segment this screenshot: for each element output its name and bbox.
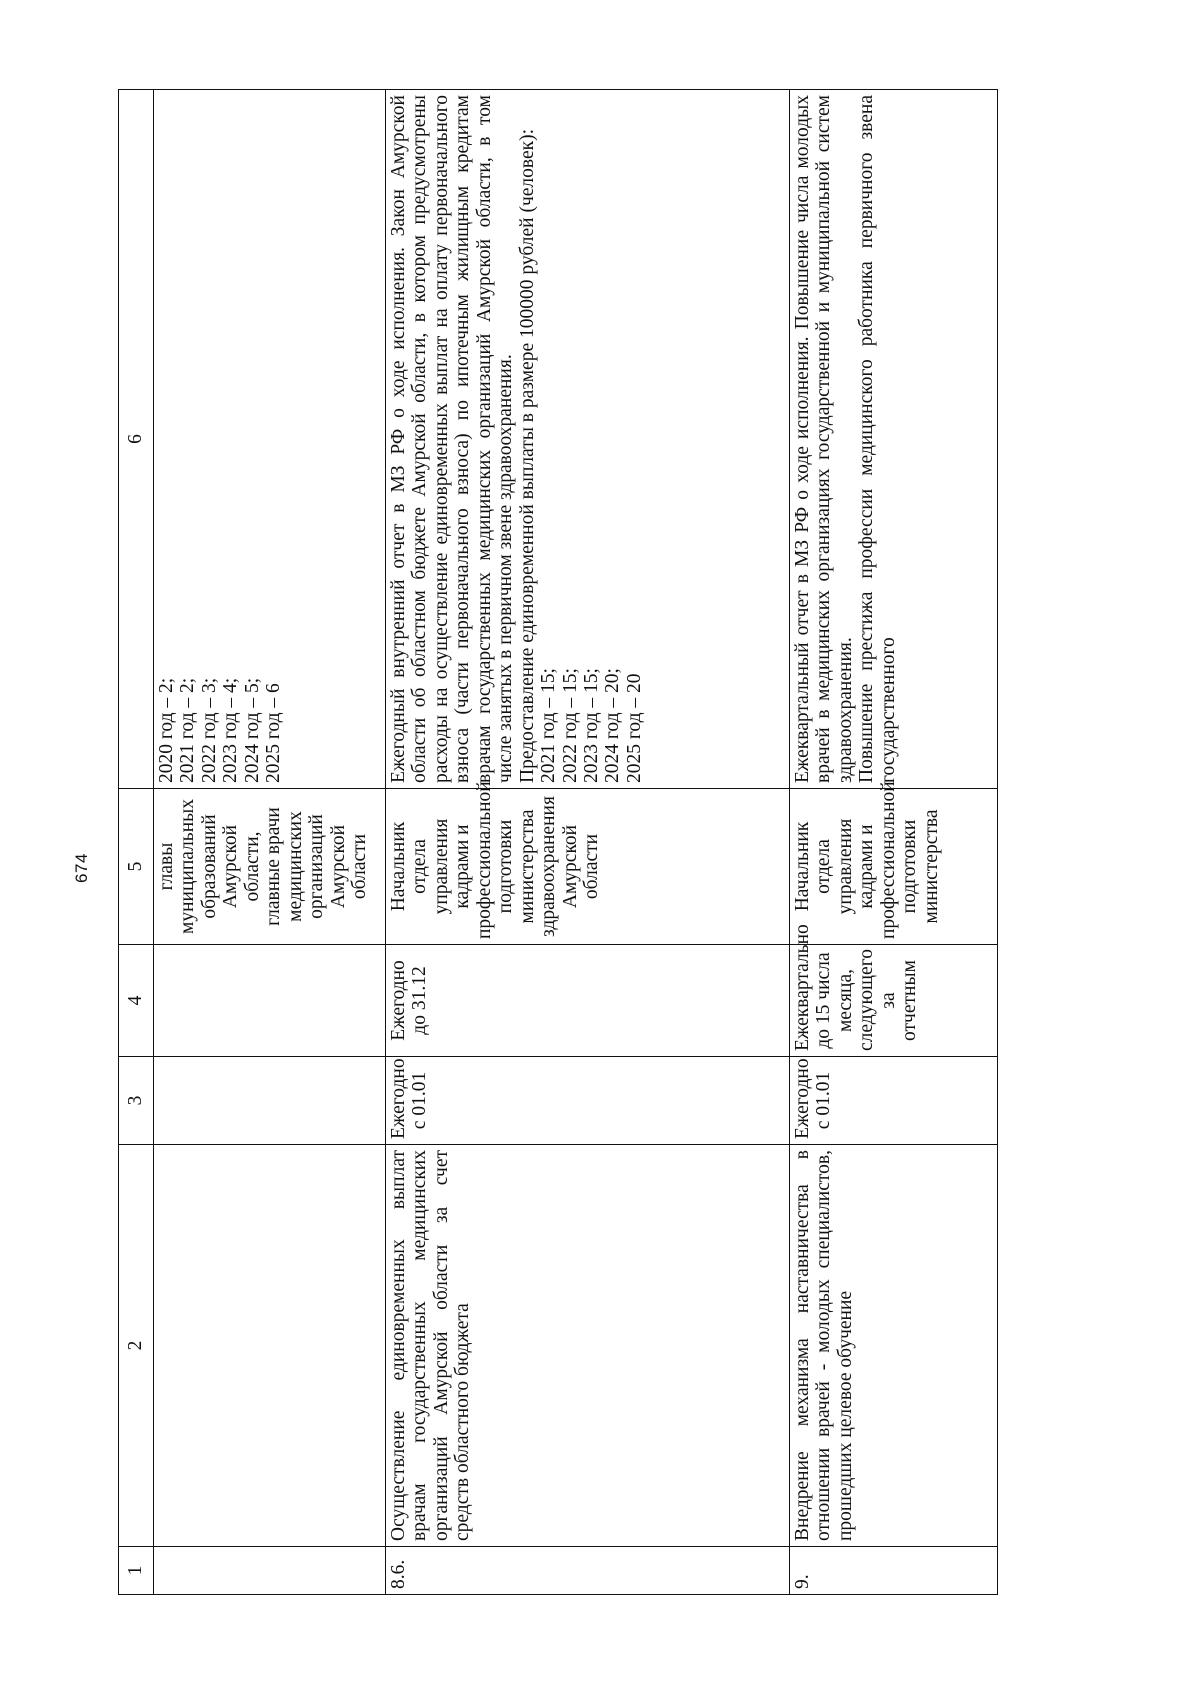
- responsible-line: Амурской области: [559, 824, 602, 909]
- responsible-line: образований: [198, 814, 220, 919]
- responsible-line: управления: [834, 818, 856, 915]
- deadline-line: до 31.12: [409, 966, 431, 1035]
- year-line: 2021 год – 2;: [177, 677, 199, 783]
- responsible-line: подготовки: [899, 819, 921, 914]
- result-text-continued: Повышение престижа профессии медицинского работника первичного звена государственного: [856, 95, 899, 783]
- start-line: Ежегодно: [388, 1058, 409, 1139]
- cell-description: Внедрение механизма наставничества в отношении врачей - молодых специалистов, прошедших целевое обучение: [790, 1145, 998, 1547]
- result-text: Ежегодный внутренний отчет в МЗ РФ о ходе исполнения. Закон Амурской области об областном бюджете Амурской области, в котором предусмотрены расходы на осуществление единовременных выплат на оплату первоначального взноса (части первоначального взноса) по ипотечным жилищным кредитам врачам государственных медицинских организаций Амурской области, в том числе занятых в первичном звене здравоохранения.: [388, 95, 517, 783]
- cell-responsible: [154, 789, 386, 945]
- cell-deadline: [386, 945, 790, 1057]
- responsible-line: здравоохранения: [538, 796, 560, 937]
- table-row-continued: [154, 90, 386, 1595]
- header-col-1: 1: [119, 1547, 154, 1595]
- responsible-line: профессиональной: [877, 781, 899, 939]
- deadline-line: следующего за: [856, 949, 899, 1051]
- deadline-line: месяца,: [834, 968, 856, 1033]
- responsible-line: кадрами и: [856, 824, 878, 909]
- cell-result: [790, 90, 998, 789]
- header-col-3: 3: [119, 1057, 154, 1145]
- payment-text: Предоставление единовременной выплаты в размере 100000 рублей (человек):: [516, 128, 538, 783]
- deadline-line: Ежеквартально: [792, 924, 813, 1051]
- cell-number: 8.6.: [386, 1547, 790, 1595]
- cell-description: [154, 1145, 386, 1547]
- cell-number: 9.: [790, 1547, 998, 1595]
- header-col-4: 4: [119, 945, 154, 1057]
- cell-start: [386, 1057, 790, 1145]
- cell-responsible: [790, 781, 998, 945]
- cell-result: [154, 90, 386, 789]
- cell-start: [154, 1057, 386, 1145]
- deadline-line: до 15 числа: [813, 952, 835, 1049]
- header-col-5: 5: [119, 789, 154, 945]
- responsible-line: Амурской: [220, 824, 242, 909]
- table-row-8-6: [386, 90, 790, 1595]
- deadline-line: отчетным: [899, 960, 921, 1041]
- year-line: 2025 год – 20: [623, 673, 645, 783]
- responsible-line: Начальник отдела: [388, 821, 431, 912]
- header-row: [119, 90, 154, 1595]
- responsible-line: организаций: [306, 814, 328, 919]
- year-line: 2022 год – 15;: [559, 668, 581, 783]
- cell-deadline: [154, 945, 386, 1057]
- responsible-line: министерства: [920, 809, 942, 924]
- year-line: 2020 год – 2;: [156, 677, 177, 783]
- responsible-line: области,: [241, 831, 263, 902]
- deadline-line: Ежегодно: [388, 960, 409, 1041]
- cell-number: [154, 1547, 386, 1595]
- responsible-line: Амурской области: [327, 824, 370, 909]
- measures-table: [118, 89, 998, 1595]
- start-line: Ежегодно: [792, 1058, 813, 1139]
- header-col-6: 6: [119, 90, 154, 789]
- year-line: 2024 год – 20;: [602, 668, 624, 783]
- cell-result: [386, 90, 790, 789]
- cell-responsible: [386, 781, 790, 945]
- cell-description: Осуществление единовременных выплат врачам государственных медицинских организаций Амурской области за счет средств областного бюджета: [386, 1145, 790, 1547]
- responsible-line: муниципальных: [177, 799, 199, 935]
- year-line: 2023 год – 4;: [220, 677, 242, 783]
- responsible-line: Начальник отдела: [792, 821, 835, 912]
- responsible-line: медицинских: [284, 811, 306, 922]
- header-col-2: 2: [119, 1145, 154, 1547]
- rotated-table-container: [118, 90, 998, 1595]
- year-list: [538, 95, 645, 783]
- year-line: 2022 год – 3;: [198, 677, 220, 783]
- responsible-line: кадрами и: [452, 824, 474, 909]
- start-line: с 01.01: [813, 1071, 835, 1130]
- page-number: 674: [72, 853, 91, 883]
- cell-start: [790, 1057, 998, 1145]
- responsible-line: управления: [430, 818, 452, 915]
- result-text: Ежеквартальный отчет в МЗ РФ о ходе исполнения. Повышение числа молодых врачей в медицинских организациях государственной и муниципальной систем здравоохранения.: [792, 95, 856, 783]
- responsible-line: профессиональной: [473, 781, 495, 939]
- year-line: 2023 год – 15;: [580, 668, 602, 783]
- table-row-9: [790, 90, 998, 1595]
- responsible-line: главы: [156, 842, 177, 891]
- responsible-line: подготовки: [495, 819, 517, 914]
- responsible-line: министерства: [516, 809, 538, 924]
- rotated-table-wrapper: [118, 90, 998, 1595]
- year-line: 2024 год – 5;: [241, 677, 263, 783]
- start-line: с 01.01: [409, 1071, 431, 1130]
- year-line: 2025 год – 6: [263, 683, 285, 783]
- cell-deadline: [790, 924, 998, 1057]
- year-line: 2021 год – 15;: [538, 668, 560, 783]
- responsible-line: главные врачи: [263, 807, 285, 926]
